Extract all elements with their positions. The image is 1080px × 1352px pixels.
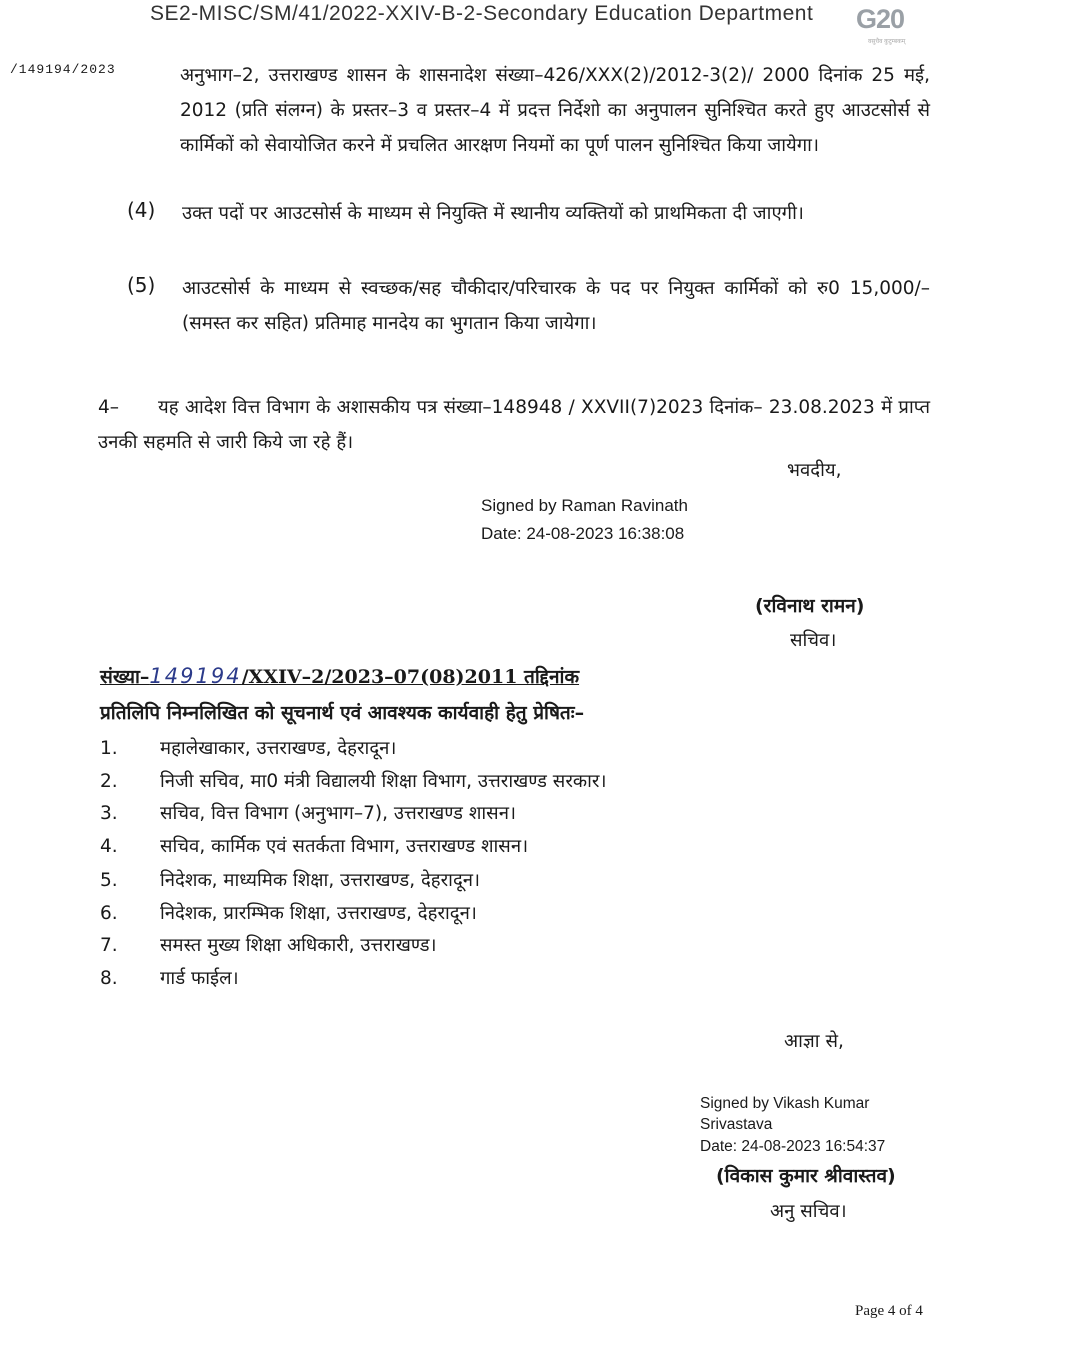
closing-bhavadiya: भवदीय,: [787, 460, 842, 481]
point-5-text: आउटसोर्स के माध्यम से स्वच्छक/सह चौकीदार/परिचारक के पद पर नियुक्त कार्मिकों को रु0 15,000/– (समस्त कर सहित) प्रतिमाह मानदेय का भुगतान किया जायेगा।: [182, 278, 930, 334]
list-item-number: 8.: [100, 968, 118, 989]
point-4-text: उक्त पदों पर आउटसोर्स के माध्यम से नियुक्ति में स्थानीय व्यक्तियों को प्राथमिकता दी जाएगी।: [182, 203, 804, 224]
section-4-text: यह आदेश वित्त विभाग के अशासकीय पत्र संख्या–148948 / XXVII(7)2023 दिनांक– 23.08.2023 में प्राप्त उनकी सहमति से जारी किये जा रहे हैं।: [98, 397, 930, 453]
list-item: [100, 768, 606, 793]
list-item: [100, 735, 396, 760]
list-item-text: गार्ड फाईल।: [160, 968, 239, 989]
list-item-number: 3.: [100, 803, 118, 824]
list-item-text: सचिव, कार्मिक एवं सतर्कता विभाग, उत्तराखण्ड शासन।: [160, 836, 529, 857]
list-item-number: 2.: [100, 771, 118, 792]
list-item-text: सचिव, वित्त विभाग (अनुभाग–7), उत्तराखण्ड शासन।: [160, 803, 516, 824]
list-item: [100, 900, 477, 925]
list-item-number: 1.: [100, 738, 118, 759]
point-4-number: (4): [127, 198, 156, 222]
reference-prefix: संख्या–: [100, 666, 150, 688]
closing-aagya-se: आज्ञा से,: [784, 1031, 844, 1052]
signatory-1-designation: सचिव।: [790, 630, 837, 651]
list-item-number: 6.: [100, 903, 118, 924]
list-item: [100, 932, 437, 957]
list-item: [100, 965, 239, 990]
digital-signature-1-name: Signed by Raman Ravinath: [481, 496, 688, 515]
file-number: /149194/2023: [10, 62, 116, 77]
list-item: [100, 833, 528, 858]
digital-signature-2-name-line1: Signed by Vikash Kumar: [700, 1095, 870, 1112]
digital-signature-2-date: Date: 24-08-2023 16:54:37: [700, 1138, 886, 1155]
list-item-text: निजी सचिव, मा0 मंत्री विद्यालयी शिक्षा विभाग, उत्तराखण्ड सरकार।: [160, 771, 607, 792]
copy-to-heading: प्रतिलिपि निम्नलिखित को सूचनार्थ एवं आवश्यक कार्यवाही हेतु प्रेषितः–: [100, 702, 585, 724]
list-item-text: महालेखाकार, उत्तराखण्ड, देहरादून।: [160, 738, 397, 759]
handwritten-reference-number: 149194: [149, 664, 242, 688]
list-item-text: निदेशक, माध्यमिक शिक्षा, उत्तराखण्ड, देहरादून।: [160, 870, 481, 891]
list-item: [100, 867, 480, 892]
digital-signature-2-name-line2: Srivastava: [700, 1116, 773, 1133]
list-item-number: 4.: [100, 836, 118, 857]
signatory-2-name: (विकास कुमार श्रीवास्तव): [716, 1165, 896, 1187]
reference-suffix: /XXIV–2/2023–07(08)2011 तद्दिनांक: [241, 666, 580, 688]
paragraph-3-continued: अनुभाग–2, उत्तराखण्ड शासन के शासनादेश संख्या–426/XXX(2)/2012-3(2)/ 2000 दिनांक 25 मई, 2012 (प्रति संलग्न) के प्रस्तर–3 व प्रस्तर–4 में प्रदत्त निर्देशो का अनुपालन सुनिश्चित करते हुए आउटसोर्स से कार्मिकों को सेवायोजित करने में प्रचलित आरक्षण नियमों का पूर्ण पालन सुनिश्चित किया जायेगा।: [180, 65, 930, 156]
document-header: SE2-MISC/SM/41/2022-XXIV-B-2-Secondary Education Department: [150, 2, 814, 25]
list-item-number: 7.: [100, 935, 118, 956]
point-5-number: (5): [127, 273, 156, 297]
digital-signature-1-date: Date: 24-08-2023 16:38:08: [481, 524, 685, 543]
list-item-text: समस्त मुख्य शिक्षा अधिकारी, उत्तराखण्ड।: [160, 935, 437, 956]
list-item: [100, 800, 516, 825]
section-4: [98, 390, 930, 460]
list-item-number: 5.: [100, 870, 118, 891]
list-item-text: निदेशक, प्रारम्भिक शिक्षा, उत्तराखण्ड, देहरादून।: [160, 903, 477, 924]
reference-number: [100, 663, 579, 689]
signatory-1-name: (रविनाथ रामन): [755, 595, 865, 617]
g20-logo: [856, 4, 932, 44]
g20-logo-text: G20: [856, 4, 905, 34]
page-number: Page 4 of 4: [855, 1303, 923, 1319]
section-4-number: 4–: [98, 397, 120, 418]
signatory-2-designation: अनु सचिव।: [770, 1201, 847, 1222]
g20-logo-tagline: वसुधैव कुटुम्बकम्: [868, 39, 906, 45]
